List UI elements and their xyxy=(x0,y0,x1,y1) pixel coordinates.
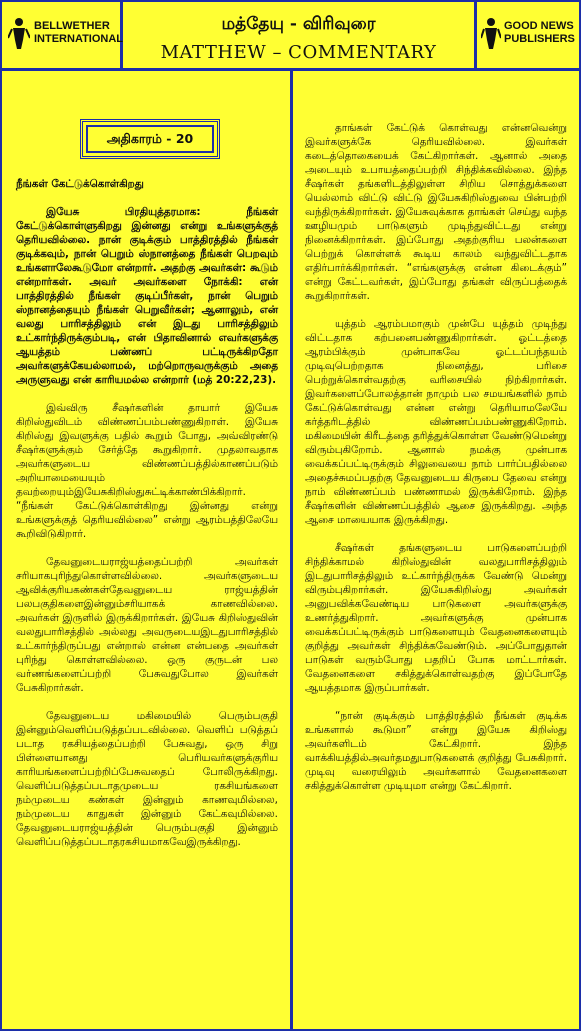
left-logo-line2: INTERNATIONAL xyxy=(34,33,124,45)
bellwether-logo xyxy=(8,16,123,50)
scripture-quote: இயேசு பிரதியுத்தரமாக: நீங்கள் கேட்டுக்கொள்ளுகிறது இன்னது என்று உங்களுக்குத் தெரியவில்லை. நான் குடிக்கும் பாத்திரத்தில் நீங்கள் குடிக்கவும், நான் பெறும் ஸ்நானத்தை நீங்கள் பெறவும் உங்களாலேகூடுமோ என்றார். அதற்கு அவர்கள்: கூடும் என்றார்கள். அவர் அவர்களை நோக்கி: என் பாத்திரத்தில் நீங்கள் குடிப்பீர்கள், நான் பெறும் ஸ்நானத்தையும் நீங்கள் பெறுவீர்கள்; ஆனாலும், என் வலது பாரிசத்திலும் என் இடது பாரிசத்திலும் உட்கார்ந்திருக்கும்படி, என் பிதாவினால் எவர்களுக்கு ஆயத்தம் பண்ணப் பட்டிருக்கிறதோ அவர்களுக்கேயல்லாமல், மற்றொருவருக்கும் அதை அருளுவது என் காரியமல்ல என்றார் (மத் 20:22,23). xyxy=(16,206,278,386)
header xyxy=(2,2,579,71)
right-logo-line1: GOOD NEWS xyxy=(504,20,574,32)
paragraph: தேவனுடைய மகிமையில் பெரும்பகுதி இன்னும்வெளிப்படுத்தப்படவில்லை. வெளிப் படுத்தப் படாத ரகசியத்தைப்பற்றி பேசுவது, ஒரு சிறு பிள்ளையானது பெரியவர்களுக்குரிய காரியங்களைப்பற்றிப்பேசுவதைப் போலிருக்கிறது. வெளிப்படுத்தப்படாதமுடைய ரகசியங்களை நம்முடைய கண்கள் இன்னும் காணவுமில்லை, நம்முடைய காதுகள் இன்னும் கேட்கவுமில்லை. தேவனுடையராஜ்யத்தின் பெரும்பகுதி இன்னும் வெளிப்படுத்தப்படாதரகசியமாகவேஇருக்கிறது. xyxy=(16,710,278,848)
left-column xyxy=(16,71,278,863)
paragraph: தேவனுடையராஜ்யத்தைப்பற்றி அவர்கள் சரியாகபுரிந்துகொள்ளவில்லை. அவர்களுடைய ஆவிக்குரியகண்கள்தேவனுடைய ராஜ்யத்தின் பலபகுதிகளைஇன்னும்சரியாகக் காணவில்லை. அவர்கள் இருளில் இருக்கிறார்கள். இயேசு கிறிஸ்துவின் வலதுபாரிசத்தில் அல்லது அவருடையஇடதுபாரிசத்தில் உட்கார்ந்திருப்பது என்றால் என்ன என்பதை அவர்கள் புரிந்து கொள்ளவில்லை. ஒரு குருடன் பல வர்ணங்களைப்பற்றி பேசுவதுபோல இவர்கள் பேசுகிறார்கள். xyxy=(16,556,278,694)
right-column xyxy=(305,71,567,807)
paragraph: தாங்கள் கேட்டுக் கொள்வது என்னவென்று இவர்களுக்கே தெரியவில்லை. இவர்கள் கடைத்தொகையைக் கேட்கிறார்கள். ஆனால் அதை அடையும் உபாயத்தைப்பற்றி சிந்திக்கவில்லை. இந்த சீஷர்கள் தங்களிடத்திலுள்ள சிறிய சொத்துக்களை யெல்லாம் விட்டு விட்டு இயேசுகிறிஸ்துவை பின்பற்றி வந்திருக்கிறார்கள். இயேசுவுக்காக தாங்கள் செய்து வந்த ஊழியமும் பாடுகளும் முடிந்துவிட்டது என்று நினைக்கிறார்கள். இப்போது அதற்குரிய பலன்களை பெற்றுக் கொள்ளக் கூடிய காலம் வந்துவிட்டதாக எதிர்பார்க்கிறார்கள். “எங்களுக்கு என்ன கிடைக்கும்” என்று கேட்டவர்கள், இப்போது தங்கள் விருப்பத்தைக் கூறுகிறார்கள். xyxy=(305,122,567,302)
page-title-english: MATTHEW – COMMENTARY xyxy=(160,42,437,63)
person-figure-icon xyxy=(8,16,30,50)
right-logo-line2: PUBLISHERS xyxy=(504,33,575,45)
paragraph: “நான் குடிக்கும் பாத்திரத்தில் நீங்கள் குடிக்க உங்களால் கூடுமா” என்று இயேசு கிறிஸ்து அவர்களிடம் கேட்கிறார். இந்த வாக்கியத்தில்அவர்தமதுபாடுகளைக் குறித்து பேசுகிறார். முடிவு வரையிலும் அவர்களால் வேதனைகளை சகித்துக்கொள்ள முடியுமா என்று கேட்கிறார். xyxy=(305,710,567,792)
chapter-box xyxy=(80,119,220,159)
column-divider xyxy=(290,68,293,1029)
good-news-logo xyxy=(481,16,575,50)
left-logo-line1: BELLWETHER xyxy=(34,20,110,32)
person-figure-icon xyxy=(481,16,501,50)
paragraph: யுத்தம் ஆரம்பமாகும் முன்பே யுத்தம் முடிந்து விட்டதாக கற்பனைபண்ணுகிறார்கள். ஓட்டத்தை ஆரம்பிக்கும் முன்பாகவே ஓட்டப்பந்தயம் முடிவுபெற்றதாக நினைத்து, பரிசை பெற்றுக்கொள்வதற்கு வரிசையில் நிற்கிறார்கள். இவர்களைப்போலத்தான் நாமும் பல சமயங்களில் நாம் கேட்டுக்கொள்வது என்ன என்று தெரியாமலேயே கர்த்தரிடத்தில் விண்ணப்பம்பண்ணுகிறோம். மகிமையின் கிரீடத்தை தரித்துக்கொள்ள வேண்டுமென்று விரும்புகிறோம். ஆனால் நமக்கு முன்பாக வைக்கப்பட்டிருக்கும் சிலுவையை நாம் பார்ப்பதில்லை அதைச்சுமப்பதற்கு தேவனுடைய கிருபை தேவை என்று நாம் விண்ணப்பம் பண்ணாமல் இருக்கிறோம். இந்த சீஷர்களின் விண்ணப்பத்தில் ஆசை இருக்கிறது. அந்த ஆசை மாயையாக இருக்கிறது. xyxy=(305,318,567,526)
chapter-label: அதிகாரம் - 20 xyxy=(86,125,214,153)
title-area xyxy=(123,2,474,68)
section-title: நீங்கள் கேட்டுக்கொள்கிறது xyxy=(16,178,144,190)
paragraph: சீஷர்கள் தங்களுடைய பாடுகளைப்பற்றி சிந்திக்காமல் கிறிஸ்துவின் வலதுபாரிசத்திலும் இடதுபாரிசத்திலும் உட்கார்ந்திருக்க வேண்டு மென்று விரும்புகிறார்கள். இயேசுகிறிஸ்து அவர்கள் அனுபவிக்கவேண்டிய பாடுகளை அவர்களுக்கு உணர்த்துகிறார். அவர்களுக்கு முன்பாக வைக்கப்பட்டிருக்கும் பாடுகளையும் வேதனைகளையும் குறித்து அவர்கள் சிந்திக்கவேண்டும். அப்போதுதான் பாடுகள் வரும்போது பதறிப் போக மாட்டார்கள். வேதனைகளை சகித்துக்கொள்வதற்கு இப்போதே ஆயத்தமாக இருப்பார்கள். xyxy=(305,542,567,694)
right-logo-box xyxy=(474,2,579,68)
left-logo-box xyxy=(2,2,123,68)
paragraph: இவ்விரு சீஷர்களின் தாயார் இயேசு கிறிஸ்துவிடம் விண்ணப்பம்பண்ணுகிறாள். இயேசு கிறிஸ்து இவளுக்கு பதில் கூறும் போது, அவ்விரண்டு சீஷர்களுக்கும் சேர்த்தே கூறுகிறார். முதலாவதாக அவர்களுடைய விண்ணப்பத்தில்காணப்படும் அறியாமையையும் தவற்றையும்இயேசுகிறிஸ்துசுட்டிக்காண்பிக்கிறார். “நீங்கள் கேட்டுக்கொள்கிறது இன்னது என்று உங்களுக்குத் தெரியவில்லை” என்று ஆரம்பத்திலேயே கூறிவிடுகிறார். xyxy=(16,402,278,540)
page-title-tamil: மத்தேயு - விரிவுரை xyxy=(221,14,376,34)
